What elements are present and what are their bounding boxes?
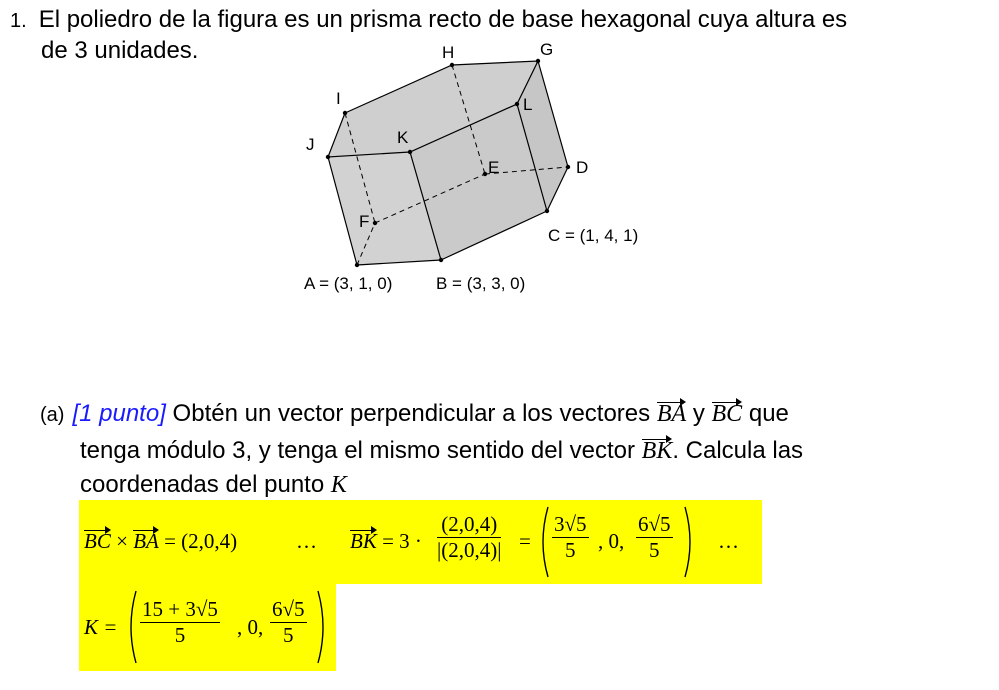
eq2-f2-num: 6√5 [638, 512, 671, 536]
eq2-fraction [437, 512, 501, 563]
label-B: B = (3, 3, 0) [436, 274, 526, 293]
eq1-times: × [116, 529, 128, 553]
label-L: L [523, 95, 533, 114]
eq3-middle: , 0, [237, 615, 264, 639]
point-K: K [330, 472, 347, 498]
eq2-left-paren [536, 505, 550, 579]
part-a-text3: coordenadas del punto [80, 471, 325, 498]
eq1-vector-BA: BA [133, 529, 159, 553]
part-a-label: (a) [40, 404, 65, 426]
part-a-text1-end: que [748, 400, 789, 427]
eq3-fraction-2 [270, 597, 307, 648]
eq2-f1-num: 3√5 [554, 512, 587, 536]
eq3-left-paren [124, 589, 138, 665]
eq2-factor: = 3 · [382, 529, 422, 553]
eq3-f1-den: 5 [174, 623, 186, 647]
label-C: C = (1, 4, 1) [548, 226, 639, 245]
part-a-points: [1 punto] [72, 400, 166, 427]
label-K: K [397, 128, 409, 147]
eq3-lhs-text: K = [84, 615, 118, 639]
eq1-vector-BC: BC [84, 529, 111, 553]
ellipsis-1: … [296, 529, 317, 553]
vector-BC: BC [711, 401, 743, 427]
label-J: J [306, 135, 315, 154]
eq2-fraction-den: |(2,0,4)| [437, 538, 502, 562]
eq2-fraction-1 [552, 512, 589, 563]
eq3-fraction-1 [140, 597, 220, 648]
eq2-right-paren [683, 505, 697, 579]
label-A: A = (3, 1, 0) [304, 274, 393, 293]
part-a-text2-end: . Calcula las [672, 437, 804, 464]
label-E: E [488, 158, 500, 177]
label-I: I [336, 89, 341, 108]
eq2-fraction-num: (2,0,4) [437, 512, 501, 538]
label-G: G [540, 40, 554, 59]
problem-text-line1: El poliedro de la figura es un prisma recto de base hexagonal cuya altura es [38, 6, 848, 33]
eq2-equals: = [519, 529, 531, 553]
part-a-statement-line1 [40, 400, 789, 428]
problem-statement-line2: de 3 unidades. [41, 37, 199, 64]
part-a-statement-line3 [80, 471, 347, 499]
label-H: H [442, 43, 455, 62]
eq3-f1-num: 15 + 3√5 [142, 597, 218, 621]
eq3-f2-den: 5 [283, 623, 294, 647]
vector-BK: BK [641, 438, 673, 464]
eq3-right-paren [316, 589, 330, 665]
eq2-fraction-2 [636, 512, 673, 563]
ellipsis-2: … [718, 529, 739, 553]
part-a-statement-line2 [80, 437, 803, 465]
equation-cross-product [84, 529, 237, 554]
equation-BK-lhs [350, 529, 422, 554]
eq3-lhs [84, 615, 117, 640]
eq3-f2-num: 6√5 [272, 597, 305, 621]
part-a-conj: y [692, 400, 705, 427]
label-D: D [576, 158, 589, 177]
eq2-vector-BK: BK [350, 529, 377, 553]
eq2-f1-den: 5 [565, 538, 576, 562]
eq1-result: = (2,0,4) [164, 529, 238, 553]
part-a-text1: Obtén un vector perpendicular a los vectores [172, 400, 651, 427]
eq2-middle: , 0, [598, 529, 625, 553]
label-F: F [359, 212, 370, 231]
part-a-text2: tenga módulo 3, y tenga el mismo sentido del vector [80, 437, 635, 464]
vector-BA: BA [656, 401, 687, 427]
problem-number: 1. [10, 10, 27, 32]
eq2-f2-den: 5 [649, 538, 660, 562]
